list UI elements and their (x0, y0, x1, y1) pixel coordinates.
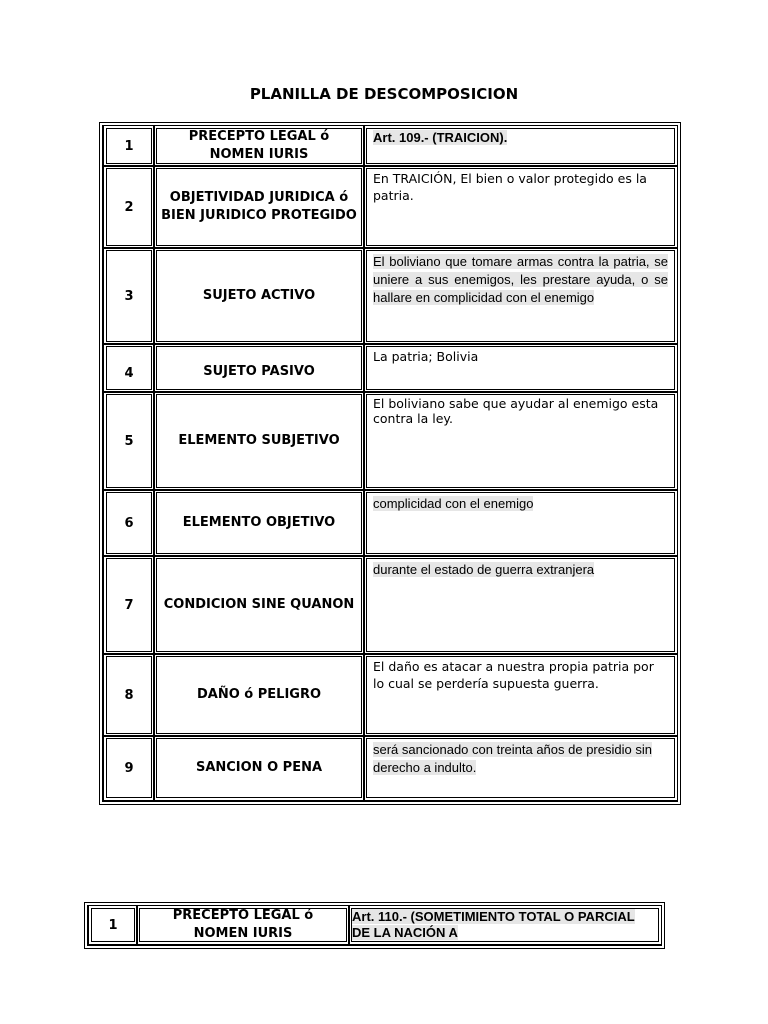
row-label: PRECEPTO LEGAL ó NOMEN IURIS (156, 128, 362, 164)
row-content (366, 250, 675, 342)
row-content: La patria; Bolivia (366, 346, 675, 390)
row-content (366, 492, 675, 554)
row-number: 7 (106, 558, 152, 652)
highlighted-text: El boliviano que tomare armas contra la patria, se uniere a sus enemigos, les prestare ayuda, o se hallare en complicidad con el enemigo (373, 254, 668, 305)
row-content (366, 128, 675, 164)
row-content: En TRAICIÓN, El bien o valor protegido es la patria. (366, 168, 675, 246)
highlighted-text: durante el estado de guerra extranjera (373, 562, 595, 577)
row-number: 9 (106, 738, 152, 798)
row-number: 3 (106, 250, 152, 342)
row-label: CONDICION SINE QUANON (156, 558, 362, 652)
row-number: 6 (106, 492, 152, 554)
row-content (366, 738, 675, 798)
highlighted-text: Art. 109.- (TRAICION). (373, 130, 508, 145)
row-label: DAÑO ó PELIGRO (156, 656, 362, 734)
page-title: PLANILLA DE DESCOMPOSICION (249, 85, 519, 103)
row-content (351, 908, 659, 942)
highlighted-text: Art. 110.- (SOMETIMIENTO TOTAL O PARCIAL DE LA NACIÓN A (352, 909, 635, 940)
row-number: 4 (106, 346, 152, 390)
row-label: ELEMENTO OBJETIVO (156, 492, 362, 554)
row-content (366, 558, 675, 652)
highlighted-text: complicidad con el enemigo (373, 496, 534, 511)
row-content: El boliviano sabe que ayudar al enemigo esta contra la ley. (366, 394, 675, 488)
row-number: 2 (106, 168, 152, 246)
row-label: SUJETO PASIVO (156, 346, 362, 390)
row-label: ELEMENTO SUBJETIVO (156, 394, 362, 488)
highlighted-text: será sancionado con treinta años de presidio sin derecho a indulto. (373, 742, 652, 775)
row-number: 1 (91, 908, 135, 942)
row-number: 1 (106, 128, 152, 164)
row-number: 8 (106, 656, 152, 734)
row-label: SANCION O PENA (156, 738, 362, 798)
row-content: El daño es atacar a nuestra propia patria por lo cual se perdería supuesta guerra. (366, 656, 675, 734)
row-label: SUJETO ACTIVO (156, 250, 362, 342)
row-label: OBJETIVIDAD JURIDICA ó BIEN JURIDICO PROTEGIDO (156, 168, 362, 246)
row-number: 5 (106, 394, 152, 488)
row-label: PRECEPTO LEGAL ó NOMEN IURIS (139, 908, 347, 942)
